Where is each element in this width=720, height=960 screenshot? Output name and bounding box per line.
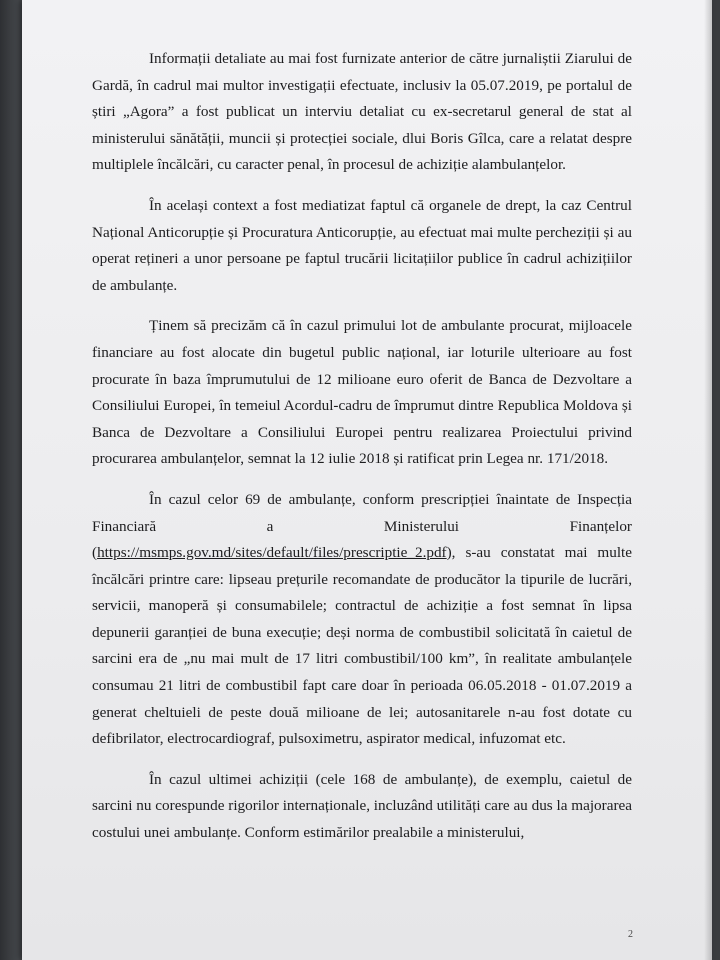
prescription-link[interactable]: https://msmps.gov.md/sites/default/files/prescriptie_2.pdf xyxy=(97,544,447,562)
paragraph-5: În cazul ultimei achiziții (cele 168 de ambulanțe), de exemplu, caietul de sarcini nu corespunde rigorilor internaționale, incluzând utilități care au dus la majorarea costului unei ambulanțe. Conform estimărilor prealabile a ministerului, xyxy=(92,770,632,842)
paragraph-3: Ținem să precizăm că în cazul primului lot de ambulante procurat, mijloacele financiare au fost alocate din bugetul public național, iar loturile ulterioare au fost procurate în baza împrumutului de 12 milioane euro oferit de Banca de Dezvoltare a Consiliului Europei, în temeiul Acordul-cadru de împrumut dintre Republica Moldova și Banca de Dezvoltare a Consiliului Europei pentru realizarea Proiectului privind procurarea ambulanțelor, semnat la 12 iulie 2018 și ratificat prin Legea nr. 171/2018. xyxy=(92,317,632,468)
paragraph-2: În același context a fost mediatizat faptul că organele de drept, la caz Centrul Național Anticorupție și Procuratura Anticorupție, au efectuat mai multe percheziții și au operat rețineri a unor persoane pe faptul trucării licitațiilor publice în cadrul achizițiilor de ambulanțe. xyxy=(92,196,632,294)
paragraph-4-text-end: ), s-au constatat mai multe încălcări printre care: lipseau prețurile recomandate de producător la tipurile de lucrări, servicii, manoperă și consumabilele; contractul de achiziție a fost semnat în lipsa depunerii garanției de buna execuție; deși norma de combustibil solicitată în caietul de sarcini era de „nu mai mult de 17 litri combustibil/100 km”, în realitate ambulanțele consumau 21 litri de combustibil fapt care doar în perioada 06.05.2018 - 01.07.2019 a generat cheltuieli de peste două milioane de lei; autosanitarele n-au fost dotate cu defibrilator, electrocardiograf, pulsoximetru, aspirator medical, infuzomat etc. xyxy=(92,544,632,748)
paragraph-1: Informații detaliate au mai fost furnizate anterior de către jurnaliștii Ziarului de Gardă, în cadrul mai multor investigații efectuate, inclusiv la 05.07.2019, pe portalul de știri „Agora” a fost publicat un interviu detaliat cu ex-secretarul general de stat al ministerului sănătății, muncii și protecției sociale, dlui Boris Gîlca, care a relatat despre multiplele încălcări, cu caracter penal, în procesul de achiziție alambulanțelor. xyxy=(92,50,632,174)
paragraph-4 xyxy=(92,487,632,753)
page-number: 2 xyxy=(628,929,633,940)
document-body xyxy=(92,46,632,861)
paragraph-4-text-start: În cazul celor 69 de ambulanțe, conform prescripției înaintate de Inspecția Financiară a Ministerului Finanțelor ( xyxy=(92,490,632,562)
page-edge-shadow xyxy=(704,0,712,960)
